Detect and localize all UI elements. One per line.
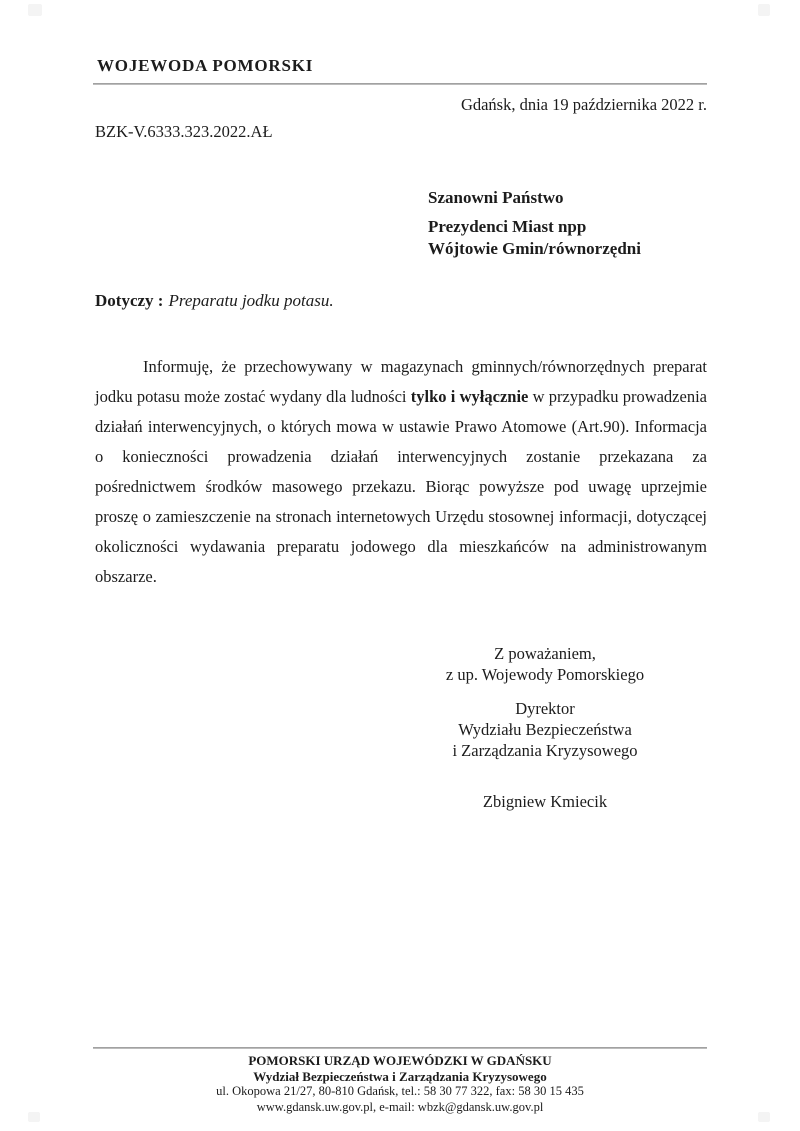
signatory-title-line-3: i Zarządzania Kryzysowego [452,741,638,760]
footer-address: ul. Okopowa 21/27, 80-810 Gdańsk, tel.: 58 30 77 322, fax: 58 30 15 435 [216,1084,584,1098]
scan-artifact-bottom-right [758,1112,770,1122]
closing-phrase: Z poważaniem, [494,644,596,663]
subject-label: Dotyczy : [95,291,164,310]
subject-text: Preparatu jodku potasu. [168,291,334,310]
footer-department: Wydział Bezpieczeństwa i Zarządzania Kryzysowego [253,1068,547,1084]
subject-line [95,291,334,311]
footer-divider [93,1047,707,1049]
recipient-salutation: Szanowni Państwo [428,188,564,207]
closing-authority: z up. Wojewody Pomorskiego [445,665,645,684]
signatory-name: Zbigniew Kmiecik [482,792,608,811]
header-divider [93,83,707,85]
footer-block [93,1053,707,1115]
body-text-start: Informuję, że przechowywany w magazynach gminnych/równorzędnych preparat jodku potasu może zostać wydany dla ludności [95,357,707,406]
body-text-emphasis: tylko i wyłącznie [410,387,529,406]
reference-number: BZK-V.6333.323.2022.AŁ [95,122,273,141]
signature-block [425,643,665,812]
body-text-end: w przypadku prowadzenia działań interwencyjnych, o których mowa w ustawie Prawo Atomowe (Art.90). Informacja o konieczności prowadzenia działań interwencyjnych zostanie przekazana za pośrednictwem środków masowego przekazu. Biorąc powyższe pod uwagę uprzejmie proszę o zamieszczenie na stronach internetowych Urzędu stosownej informacji, dotyczącej okoliczności wydawania preparatu jodowego dla mieszkańców na administrowanym obszarze. [95,387,707,586]
footer-office-name: POMORSKI URZĄD WOJEWÓDZKI W GDAŃSKU [248,1053,552,1068]
signatory-title [425,698,665,761]
recipient-line-2: Wójtowie Gmin/równorzędni [428,239,641,258]
footer-web-email: www.gdansk.uw.gov.pl, e-mail: wbzk@gdansk.uw.gov.pl [256,1099,544,1114]
sender-name: WOJEWODA POMORSKI [97,56,314,75]
date-line: Gdańsk, dnia 19 października 2022 r. [460,95,707,114]
recipient-block [428,187,641,260]
scan-artifact-top-right [758,4,770,16]
signatory-title-line-2: Wydziału Bezpieczeństwa [458,720,632,739]
scan-artifact-top-left [28,4,42,16]
signatory-title-line-1: Dyrektor [515,699,575,718]
letter-body [95,352,707,592]
recipient-line-1: Prezydenci Miast npp [428,217,587,236]
scan-artifact-bottom-left [28,1112,40,1122]
